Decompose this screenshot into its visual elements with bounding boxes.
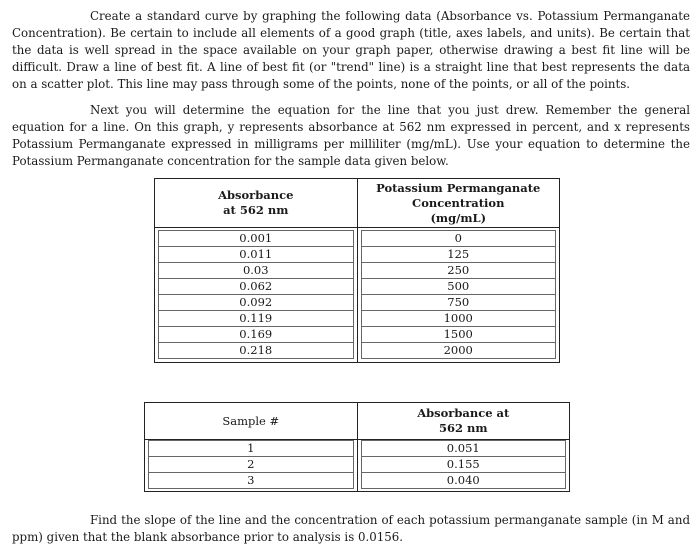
absorbance-column-header: Absorbance at 562 nm (155, 179, 358, 228)
concentration-values-list (361, 230, 557, 359)
concentration-values-cell (357, 228, 560, 363)
table-row: 750 (361, 295, 556, 311)
table-row: 0.051 (361, 441, 566, 457)
table-row: 0.001 (159, 231, 354, 247)
sample-table (144, 402, 570, 492)
table-row: 250 (361, 263, 556, 279)
sample-number-list (148, 440, 354, 489)
table-row: 0.092 (159, 295, 354, 311)
sample-absorbance-column-header: Absorbance at 562 nm (357, 403, 570, 440)
table-row: 125 (361, 247, 556, 263)
concentration-column-header: Potassium Permanganate Concentration (mg/mL) (357, 179, 560, 228)
table-row: 2 (149, 457, 354, 473)
instructions-paragraph-2-text: Next you will determine the equation for the line that you just drew. Remember the general equation for a line. On this graph, y represents absorbance at 562 nm expressed in percent, and x represents Potassium Permanganate expressed in milligrams per milliliter (mg/mL). Use your equation to determine the Potassium Permanganate concentration for the sample data given below. (12, 103, 690, 168)
sample-number-column-header: Sample # (145, 403, 358, 440)
table-row: 0.155 (361, 457, 566, 473)
sample-number-values-cell (145, 440, 358, 492)
table-row: 2000 (361, 343, 556, 359)
instructions-paragraph-3-text: Find the slope of the line and the concentration of each potassium permanganate sample (in M and ppm) given that the blank absorbance prior to analysis is 0.0156. (12, 513, 690, 544)
table-row: 0.040 (361, 473, 566, 489)
table-row: 0 (361, 231, 556, 247)
instructions-paragraph-3 (12, 512, 690, 546)
table-row: 0.169 (159, 327, 354, 343)
instructions-paragraph-1-text: Create a standard curve by graphing the following data (Absorbance vs. Potassium Permanganate Concentration). Be certain to include all elements of a good graph (title, axes labels, and units). Be certain that the data is well spread in the space available on your graph paper, otherwise drawing a best fit line will be difficult. Draw a line of best fit. A line of best fit (or "trend" line) is a straight line that best represents the data on a scatter plot. This line may pass through some of the points, none of the points, or all of the points. (12, 9, 690, 91)
table-row: 500 (361, 279, 556, 295)
absorbance-values-list (158, 230, 354, 359)
table-row: 0.119 (159, 311, 354, 327)
table-row: 1 (149, 441, 354, 457)
instructions-paragraph-1 (12, 8, 690, 93)
table-row: 0.03 (159, 263, 354, 279)
table-row: 0.011 (159, 247, 354, 263)
standard-curve-table (154, 178, 560, 363)
table-row: 0.218 (159, 343, 354, 359)
table-row: 1000 (361, 311, 556, 327)
instructions-paragraph-2 (12, 102, 690, 170)
table-row: 0.062 (159, 279, 354, 295)
table-row: 3 (149, 473, 354, 489)
sample-absorbance-list (361, 440, 567, 489)
absorbance-values-cell (155, 228, 358, 363)
table-row: 1500 (361, 327, 556, 343)
sample-absorbance-values-cell (357, 440, 570, 492)
